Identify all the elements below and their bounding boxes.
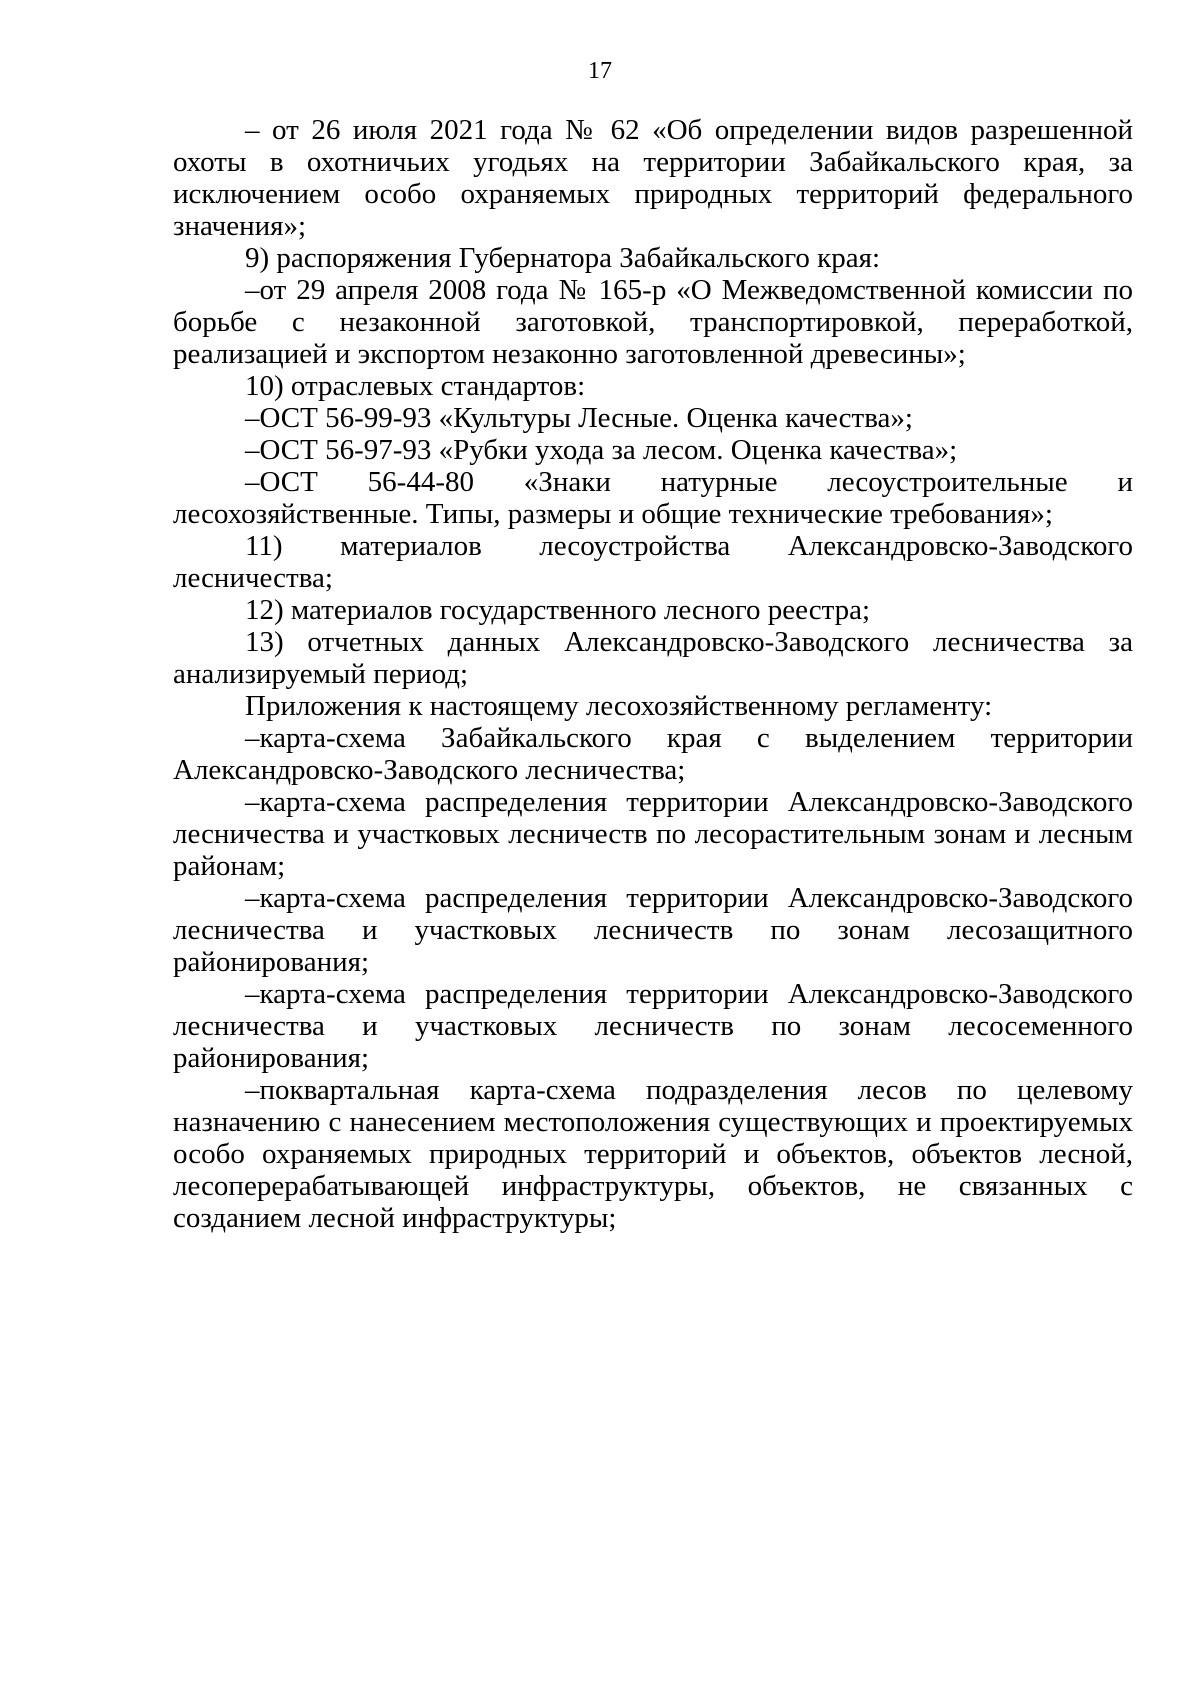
document-body xyxy=(173,114,1133,1234)
paragraph-industry-standards: 10) отраслевых стандартов: xyxy=(245,370,586,402)
paragraph-forest-inventory-materials: 11) материалов лесоустройства Александровско-Заводского лесничества; xyxy=(173,530,1133,594)
paragraph-map-quarterly: –поквартальная карта-схема подразделения лесов по целевому назначению с нанесением местоположения существующих и проектируемых особо охраняемых природных территорий и объектов, объектов лесной, лесоперерабатывающей инфраструктуры, объектов, не связанных с созданием лесной инфраструктуры; xyxy=(173,1074,1133,1234)
paragraph-ost-56-99-93: –ОСТ 56-99-93 «Культуры Лесные. Оценка качества»; xyxy=(245,402,913,434)
paragraph-reporting-data: 13) отчетных данных Александровско-Заводского лесничества за анализируемый период; xyxy=(173,626,1133,690)
paragraph-appendices-heading: Приложения к настоящему лесохозяйственному регламенту: xyxy=(245,690,993,722)
paragraph-ost-56-44-80: –ОСТ 56-44-80 «Знаки натурные лесоустроительные и лесохозяйственные. Типы, размеры и общие технические требования»; xyxy=(173,466,1133,530)
page-number: 17 xyxy=(588,58,612,84)
paragraph-state-forest-register: 12) материалов государственного лесного реестра; xyxy=(245,594,871,626)
paragraph-order-165r: –от 29 апреля 2008 года № 165-р «О Межведомственной комиссии по борьбе с незаконной заготовкой, транспортировкой, переработкой, реализацией и экспортом незаконно заготовленной древесины»; xyxy=(173,274,1133,370)
paragraph-map-region: –карта-схема Забайкальского края с выделением территории Александровско-Заводского лесничества; xyxy=(173,722,1133,786)
paragraph-map-forest-zones: –карта-схема распределения территории Александровско-Заводского лесничества и участковых лесничеств по лесорастительным зонам и лесным районам; xyxy=(173,786,1133,882)
paragraph-hunting-order: – от 26 июля 2021 года № 62 «Об определении видов разрешенной охоты в охотничьих угодьях на территории Забайкальского края, за исключением особо охраняемых природных территорий федерального значения»; xyxy=(173,114,1133,242)
paragraph-governor-orders: 9) распоряжения Губернатора Забайкальского края: xyxy=(245,242,881,274)
paragraph-map-seed-zoning: –карта-схема распределения территории Александровско-Заводского лесничества и участковых лесничеств по зонам лесосеменного районирования; xyxy=(173,978,1133,1074)
paragraph-ost-56-97-93: –ОСТ 56-97-93 «Рубки ухода за лесом. Оценка качества»; xyxy=(245,434,958,466)
paragraph-map-forest-protection: –карта-схема распределения территории Александровско-Заводского лесничества и участковых лесничеств по зонам лесозащитного районирования; xyxy=(173,882,1133,978)
